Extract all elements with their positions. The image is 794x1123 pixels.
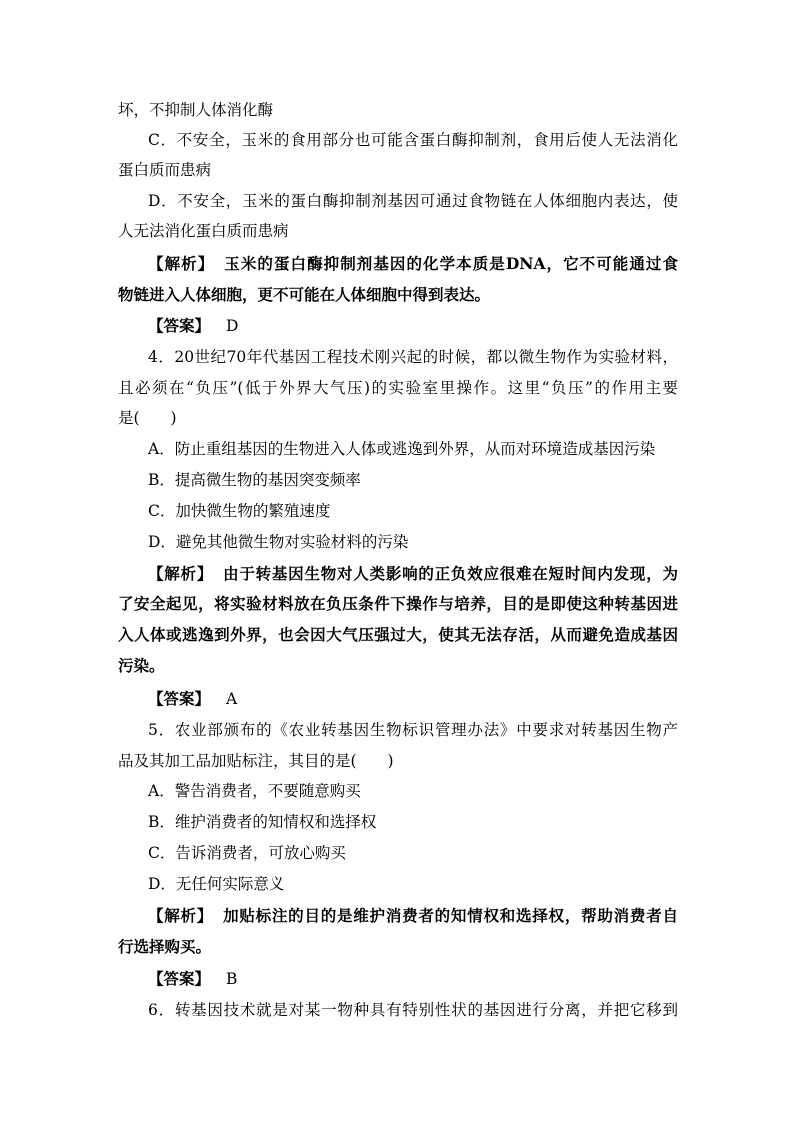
option-c: C．告诉消费者，可放心购买 xyxy=(148,844,346,862)
text-line: 蛋白质而患病 xyxy=(118,161,212,179)
analysis-label: 【解析】 xyxy=(148,254,215,273)
question-5-stem: 5．农业部颁布的《农业转基因生物标识管理办法》中要求对转基因生物产 xyxy=(148,721,678,739)
option-a: A．警告消费者，不要随意购买 xyxy=(148,782,361,800)
option-d: D．不安全，玉米的蛋白酶抑制剂基因可通过食物链在人体细胞内表达，使 xyxy=(148,192,678,210)
analysis-text: 玉米的蛋白酶抑制剂基因的化学本质是DNA，它不可能通过食 xyxy=(224,254,678,273)
answer-value: D xyxy=(226,317,239,335)
analysis-5 xyxy=(148,906,678,926)
question-5-stem: 品及其加工品加贴标注，其目的是( ) xyxy=(118,752,394,770)
option-d: D．无任何实际意义 xyxy=(148,875,285,893)
analysis-3 xyxy=(148,254,678,274)
text-line: 坏，不抑制人体消化酶 xyxy=(118,101,274,119)
question-6-stem: 6．转基因技术就是对某一物种具有特别性状的基因进行分离，并把它移到 xyxy=(148,1001,678,1019)
text-line: 人无法消化蛋白质而患病 xyxy=(118,222,289,240)
analysis-text: 了安全起见，将实验材料放在负压条件下操作与培养，目的是即使这种转基因进 xyxy=(118,594,678,613)
analysis-text: 污染。 xyxy=(118,656,165,675)
analysis-4 xyxy=(148,564,678,584)
option-b: B．提高微生物的基因突变频率 xyxy=(148,471,361,489)
option-d: D．避免其他微生物对实验材料的污染 xyxy=(148,533,409,551)
analysis-label: 【解析】 xyxy=(148,564,214,583)
analysis-text: 行选择购买。 xyxy=(118,937,212,956)
question-4-stem: 4．20世纪70年代基因工程技术刚兴起的时候，都以微生物作为实验材料， xyxy=(148,348,678,366)
answer-3 xyxy=(148,316,708,336)
answer-value: A xyxy=(226,690,238,708)
answer-label: 【答案】 xyxy=(148,969,211,988)
analysis-label: 【解析】 xyxy=(148,906,214,925)
option-c: C．不安全，玉米的食用部分也可能含蛋白酶抑制剂，食用后使人无法消化 xyxy=(148,131,678,149)
answer-4 xyxy=(148,689,708,709)
option-b: B．维护消费者的知情权和选择权 xyxy=(148,813,377,831)
analysis-text: 由于转基因生物对人类影响的正负效应很难在短时间内发现，为 xyxy=(223,564,678,583)
analysis-text: 物链进入人体细胞，更不可能在人体细胞中得到表达。 xyxy=(118,285,491,304)
option-c: C．加快微生物的繁殖速度 xyxy=(148,502,331,520)
answer-label: 【答案】 xyxy=(148,689,211,708)
option-a: A．防止重组基因的生物进入人体或逃逸到外界，从而对环境造成基因污染 xyxy=(148,440,656,458)
answer-value: B xyxy=(226,970,238,988)
question-4-stem: 且必须在“负压”(低于外界大气压)的实验室里操作。这里“负压”的作用主要 xyxy=(118,379,678,397)
answer-5 xyxy=(148,969,708,989)
question-4-stem: 是( ) xyxy=(118,409,177,427)
analysis-text: 加贴标注的目的是维护消费者的知情权和选择权，帮助消费者自 xyxy=(223,906,678,925)
answer-label: 【答案】 xyxy=(148,316,211,335)
analysis-text: 入人体或逃逸到外界，也会因大气压强过大，使其无法存活，从而避免造成基因 xyxy=(118,625,678,644)
